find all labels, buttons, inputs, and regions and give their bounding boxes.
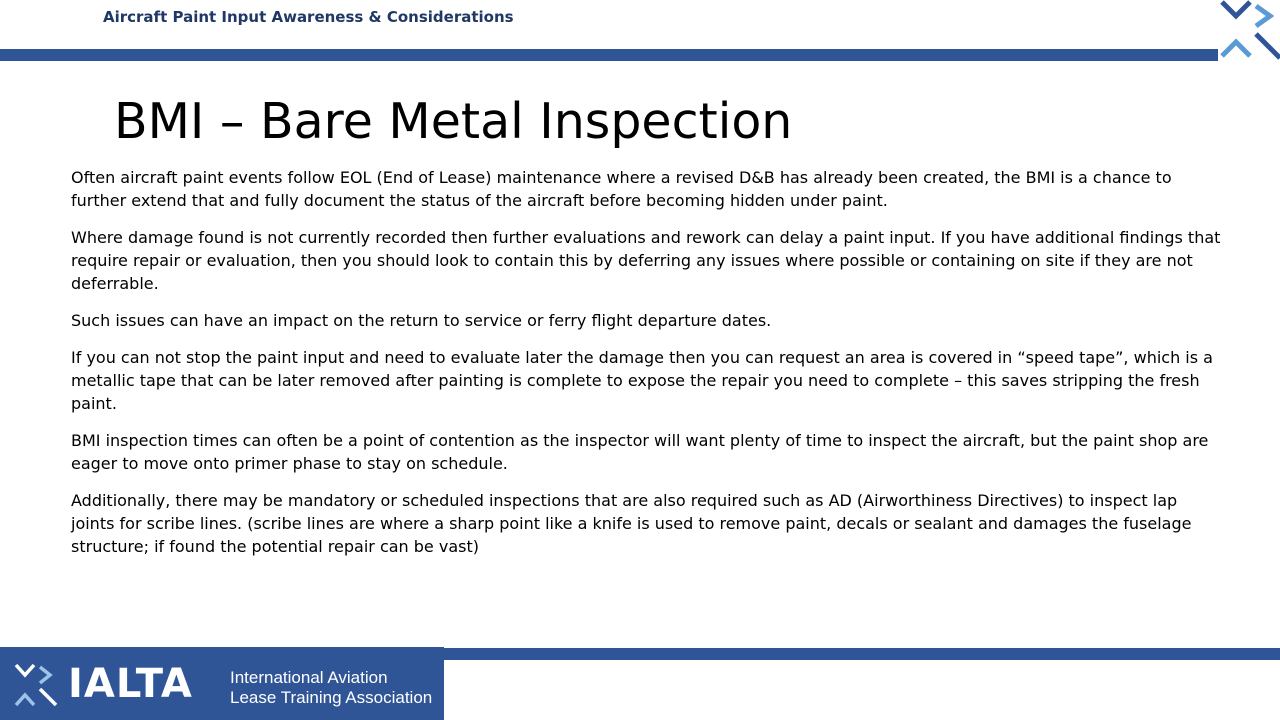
ialta-chevron-logo-icon: [14, 663, 58, 707]
header-title: Aircraft Paint Input Awareness & Considerations: [103, 8, 514, 26]
body-text: [71, 166, 1221, 572]
paragraph: Additionally, there may be mandatory or scheduled inspections that are also required such as AD (Airworthiness Directives) to inspect lap joints for scribe lines. (scribe lines are where a sharp point like a knife is used to remove paint, decals or sealant and damages the fuselage structure; if found the potential repair can be vast): [71, 491, 1192, 556]
org-name-line: Lease Training Association: [230, 688, 433, 707]
org-name: [230, 668, 432, 708]
paragraph: If you can not stop the paint input and need to evaluate later the damage then you can request an area is covered in “speed tape”, which is a metallic tape that can be later removed after painting is complete to expose the repair you need to complete – this saves stripping the fresh paint.: [71, 348, 1213, 413]
paragraph: Such issues can have an impact on the return to service or ferry flight departure dates.: [71, 311, 772, 330]
ialta-wordmark: IALTA: [68, 661, 193, 707]
footer-logo-block: [0, 647, 444, 720]
slide-title: BMI – Bare Metal Inspection: [114, 93, 793, 150]
paragraph: BMI inspection times can often be a point of contention as the inspector will want plenty of time to inspect the aircraft, but the paint shop are eager to move onto primer phase to stay on schedule.: [71, 431, 1209, 473]
bottom-accent-bar: [444, 648, 1280, 660]
ialta-chevron-logo-icon: [1218, 0, 1280, 62]
org-name-line: International Aviation: [230, 668, 388, 687]
top-accent-bar: [0, 49, 1218, 61]
paragraph: Often aircraft paint events follow EOL (End of Lease) maintenance where a revised D&B has already been created, the BMI is a chance to further extend that and fully document the status of the aircraft before becoming hidden under paint.: [71, 168, 1172, 210]
paragraph: Where damage found is not currently recorded then further evaluations and rework can delay a paint input. If you have additional findings that require repair or evaluation, then you should look to contain this by deferring any issues where possible or containing on site if they are not deferrable.: [71, 228, 1221, 293]
